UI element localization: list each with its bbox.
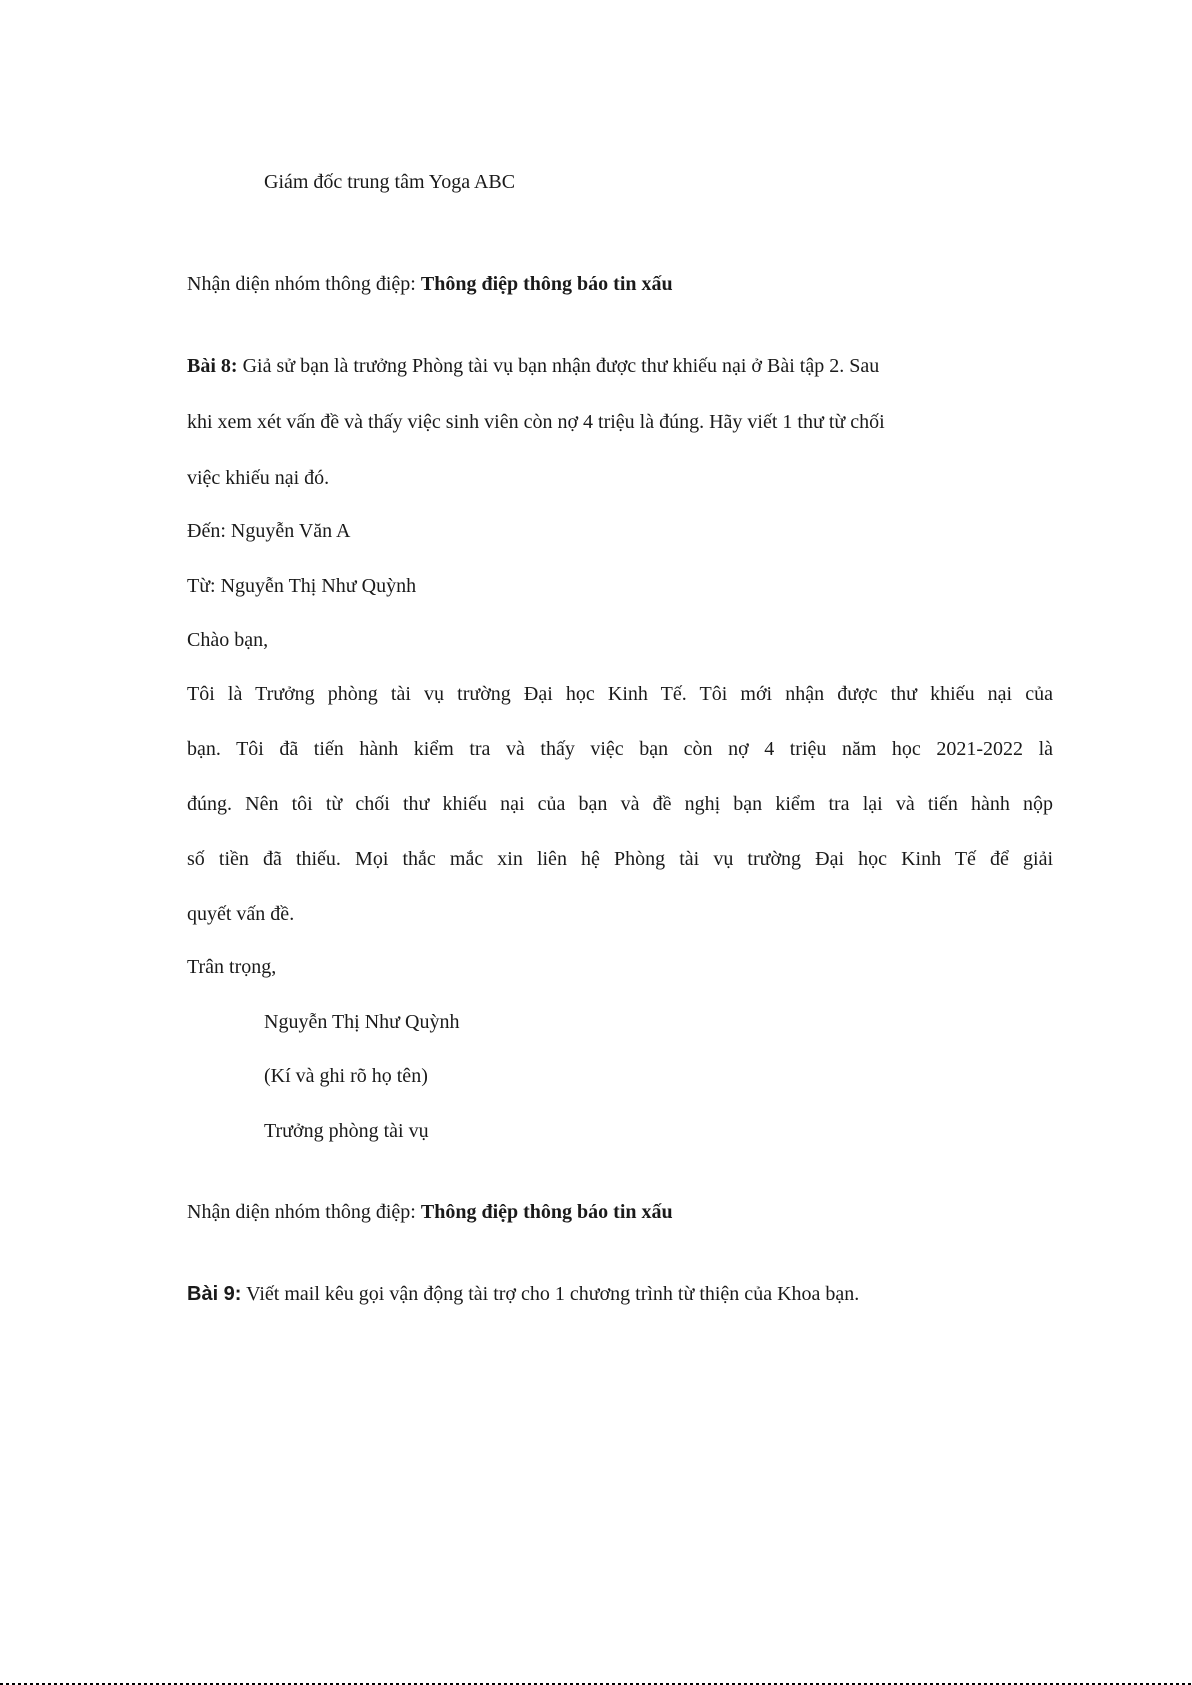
signer-title: Trưởng phòng tài vụ: [264, 1120, 429, 1142]
classification-2-label: Nhận diện nhóm thông điệp:: [187, 1201, 421, 1223]
classification-2: [187, 1200, 673, 1224]
letter-body-line-1: Tôi là Trưởng phòng tài vụ trường Đại học Kinh Tế. Tôi mới nhận được thư khiếu nại của: [187, 683, 1053, 705]
letter-from: Từ: Nguyễn Thị Như Quỳnh: [187, 575, 417, 597]
exercise-8-line-1: [187, 354, 879, 378]
classification-1-value: Thông điệp thông báo tin xấu: [420, 273, 673, 295]
exercise-9-label: Bài 9:: [187, 1283, 242, 1305]
signer-note: (Kí và ghi rõ họ tên): [264, 1065, 428, 1087]
signature-top: Giám đốc trung tâm Yoga ABC: [264, 171, 516, 193]
exercise-8-text-1: Giả sử bạn là trưởng Phòng tài vụ bạn nhận được thư khiếu nại ở Bài tập 2. Sau: [237, 355, 880, 377]
classification-2-value: Thông điệp thông báo tin xấu: [420, 1201, 673, 1223]
exercise-8-line-3: việc khiếu nại đó.: [187, 467, 330, 489]
exercise-8-label: Bài 8:: [187, 355, 238, 377]
exercise-9-line: [187, 1282, 859, 1306]
letter-body-line-4: số tiền đã thiếu. Mọi thắc mắc xin liên hệ Phòng tài vụ trường Đại học Kinh Tế để giải: [187, 848, 1053, 870]
letter-greeting: Chào bạn,: [187, 629, 269, 651]
letter-to: Đến: Nguyễn Văn A: [187, 520, 351, 542]
letter-body-line-2: bạn. Tôi đã tiến hành kiểm tra và thấy việc bạn còn nợ 4 triệu năm học 2021-2022 là: [187, 738, 1053, 760]
exercise-9-text: Viết mail kêu gọi vận động tài trợ cho 1 chương trình từ thiện của Khoa bạn.: [241, 1283, 860, 1305]
letter-body-line-3: đúng. Nên tôi từ chối thư khiếu nại của bạn và đề nghị bạn kiểm tra lại và tiến hành nộp: [187, 793, 1053, 815]
classification-1-label: Nhận diện nhóm thông điệp:: [187, 273, 421, 295]
exercise-8-line-2: khi xem xét vấn đề và thấy việc sinh viên còn nợ 4 triệu là đúng. Hãy viết 1 thư từ chối: [187, 411, 885, 433]
classification-1: [187, 272, 673, 296]
letter-body-line-5: quyết vấn đề.: [187, 903, 295, 925]
signer-name: Nguyễn Thị Như Quỳnh: [264, 1011, 460, 1033]
letter-closing: Trân trọng,: [187, 956, 277, 978]
